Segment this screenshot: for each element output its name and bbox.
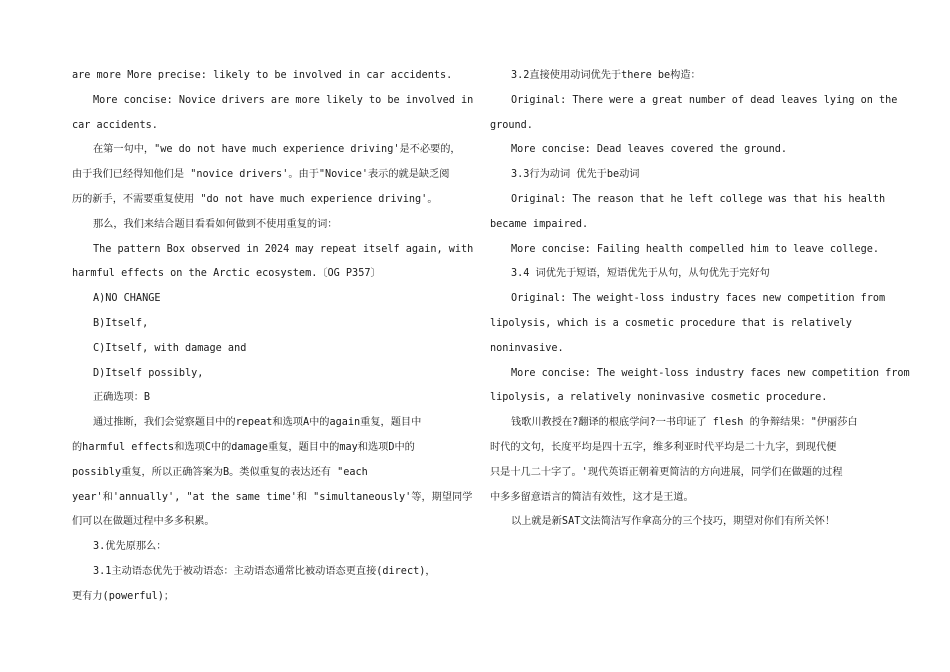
text-line: harmful effects on the Arctic ecosystem.〔OG P357〕 xyxy=(72,268,381,280)
text-line: 正确选项：B xyxy=(93,392,151,404)
text-line: More concise: Dead leaves covered the ground. xyxy=(511,144,788,156)
text-line: More concise: Failing health compelled him to leave college. xyxy=(511,243,880,255)
right-text-column xyxy=(490,64,910,535)
text-line: 历的新手，不需要重复使用 "do not have much experience driving'。 xyxy=(72,193,438,205)
text-line: 由于我们已经得知他们是 "novice drivers'。由于"Novice'表示的就是缺乏阅 xyxy=(72,169,450,181)
text-line: 们可以在做题过程中多多积累。 xyxy=(72,516,215,528)
text-line: 只是十几二十字了。'现代英语正朝着更简洁的方向进展，同学们在做题的过程 xyxy=(490,466,843,478)
text-line: More concise: The weight-loss industry faces new competition from xyxy=(511,367,910,379)
text-line: B)Itself, xyxy=(93,317,149,329)
text-line: 以上就是新SAT文法简洁写作拿高分的三个技巧，期望对你们有所关怀！ xyxy=(511,516,836,528)
left-text-column xyxy=(72,64,474,610)
text-line: Original: The weight-loss industry faces new competition from xyxy=(511,293,886,305)
text-line: 时代的文句，长度平均是四十五字，维多利亚时代平均是二十九字，到现代便 xyxy=(490,441,837,453)
text-line: D)Itself possibly, xyxy=(93,367,204,379)
text-line: ground. xyxy=(490,119,533,131)
text-line: A)NO CHANGE xyxy=(93,293,161,305)
text-line: 3.4 词优先于短语，短语优先于从句，从句优先于完好句 xyxy=(511,268,770,280)
text-line: car accidents. xyxy=(72,119,158,131)
text-line: 3.优先原那么： xyxy=(93,541,167,553)
text-line: noninvasive. xyxy=(490,342,564,354)
text-line: 那么，我们来结合题目看看如何做到不使用重复的词： xyxy=(93,218,338,230)
text-line: 中多多留意语言的简洁有效性，这才是王道。 xyxy=(490,491,694,503)
text-line: Original: The reason that he left college was that his health xyxy=(511,193,886,205)
text-line: year'和'annually', "at the same time'和 "simultaneously'等，期望同学 xyxy=(72,491,473,503)
text-line: C)Itself, with damage and xyxy=(93,342,247,354)
text-line: The pattern Box observed in 2024 may repeat itself again, with xyxy=(93,243,474,255)
text-line: 钱歌川教授在?翻译的根底学问?一书印证了 flesh 的争辩结果："伊丽莎白 xyxy=(511,417,858,429)
text-line: possibly重复，所以正确答案为B。类似重复的表达还有 "each xyxy=(72,466,368,478)
text-line: Original: There were a great number of dead leaves lying on the xyxy=(511,94,898,106)
text-line: lipolysis, which is a cosmetic procedure that is relatively xyxy=(490,317,852,329)
text-line: 更有力(powerful)； xyxy=(72,590,175,602)
text-line: 3.1主动语态优先于被动语态：主动语态通常比被动语态更直接(direct)， xyxy=(93,565,436,577)
text-line: 的harmful effects和选项C中的damage重复，题目中的may和选项D中的 xyxy=(72,441,415,453)
text-line: More concise: Novice drivers are more likely to be involved in xyxy=(93,94,474,106)
text-line: 在第一句中，"we do not have much experience driving'是不必要的， xyxy=(93,144,461,156)
text-line: became impaired. xyxy=(490,218,589,230)
text-line: 通过推断，我们会觉察题目中的repeat和选项A中的again重复，题目中 xyxy=(93,417,422,429)
text-line: 3.3行为动词 优先于be动词 xyxy=(511,169,640,181)
text-line: lipolysis, a relatively noninvasive cosmetic procedure. xyxy=(490,392,828,404)
text-line: are more More precise: likely to be involved in car accidents. xyxy=(72,70,453,81)
text-line: 3.2直接使用动词优先于there be构造： xyxy=(511,70,701,81)
